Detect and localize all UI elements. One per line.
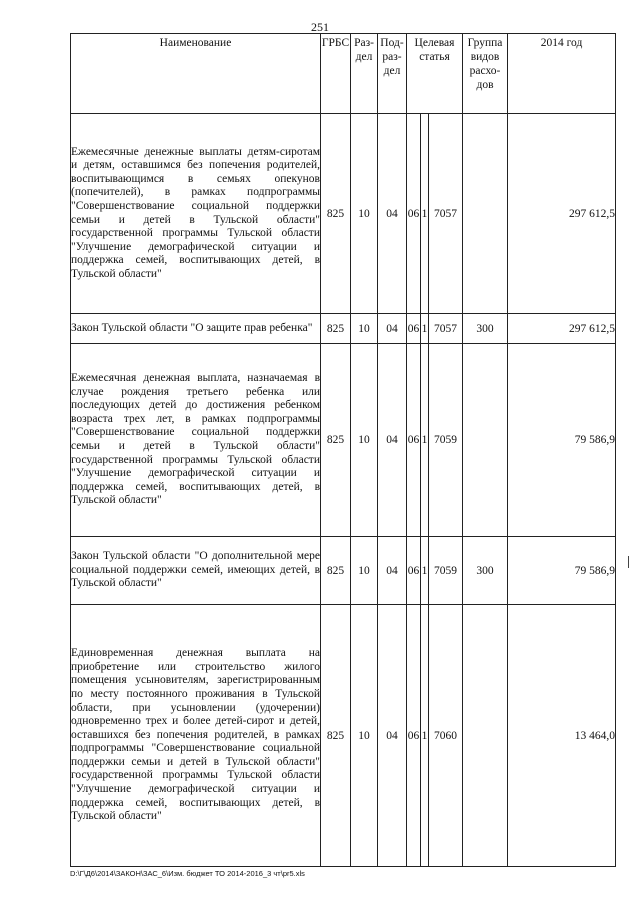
row-name: Ежемесячная денежная выплата, назначаемая в случае рождения третьего ребенка или последующих детей до достижения ребенком возраста трех лет, в рамках подпрограммы "Совершенствование социальной поддержки семьи и детей в Тульской области" государственной программы Тульской области "Улучшение демографической ситуации и поддержка семей, воспитывающих детей, в Тульской области" [71,344,321,537]
header-podrazdel: Под- раз- дел [378,34,407,114]
header-row [71,34,616,114]
row-target-subprogram: 1 [421,314,429,344]
row-expense-group: 300 [463,314,508,344]
page-number: 251 [311,20,329,34]
row-razdel: 10 [351,114,378,314]
table-row [71,344,616,537]
row-amount: 297 612,5 [508,314,616,344]
row-target-program: 06 [407,537,421,605]
row-target-program: 06 [407,114,421,314]
row-name: Закон Тульской области "О дополнительной мере социальной поддержки семей, имеющих детей, в Тульской области" [71,537,321,605]
table-row [71,314,616,344]
budget-table [70,33,616,867]
row-target-direction: 7059 [429,537,463,605]
row-target-direction: 7059 [429,344,463,537]
row-target-program: 06 [407,344,421,537]
table-row [71,537,616,605]
row-grbs: 825 [321,344,351,537]
row-podrazdel: 04 [378,114,407,314]
header-expense-group: Группа видов расхо- дов [463,34,508,114]
row-grbs: 825 [321,314,351,344]
row-grbs: 825 [321,605,351,867]
row-grbs: 825 [321,114,351,314]
row-amount: 13 464,0 [508,605,616,867]
row-target-direction: 7057 [429,314,463,344]
row-target-program: 06 [407,314,421,344]
scan-mark [628,556,629,568]
row-podrazdel: 04 [378,537,407,605]
row-amount: 79 586,9 [508,537,616,605]
table-row [71,605,616,867]
row-target-subprogram: 1 [421,537,429,605]
row-razdel: 10 [351,605,378,867]
row-razdel: 10 [351,537,378,605]
row-target-subprogram: 1 [421,114,429,314]
row-expense-group [463,344,508,537]
row-expense-group [463,114,508,314]
row-target-subprogram: 1 [421,605,429,867]
row-target-subprogram: 1 [421,344,429,537]
row-target-program: 06 [407,605,421,867]
header-name: Наименование [71,34,321,114]
row-grbs: 825 [321,537,351,605]
row-amount: 297 612,5 [508,114,616,314]
header-year-2014: 2014 год [508,34,616,114]
header-target-article: Целевая статья [407,34,463,114]
header-grbs: ГРБС [321,34,351,114]
table-row [71,114,616,314]
row-name: Закон Тульской области "О защите прав ребенка" [71,314,321,344]
row-podrazdel: 04 [378,344,407,537]
row-podrazdel: 04 [378,314,407,344]
footer-file-path: D:\Г\Д6\2014\ЗАКОН\ЗАС_6\Изм. бюджет ТО 2014-2016_3 чт\pr5.xls [70,869,305,878]
row-target-direction: 7060 [429,605,463,867]
header-razdel: Раз- дел [351,34,378,114]
row-expense-group [463,605,508,867]
row-razdel: 10 [351,344,378,537]
row-target-direction: 7057 [429,114,463,314]
row-expense-group: 300 [463,537,508,605]
row-name: Ежемесячные денежные выплаты детям-сиротам и детям, оставшимся без попечения родителей, воспитывающимся в семьях опекунов (попечителей), в рамках подпрограммы "Совершенствование социальной поддержки семьи и детей в Тульской области" государственной программы Тульской области "Улучшение демографической ситуации и поддержка семей, воспитывающих детей, в Тульской области" [71,114,321,314]
row-amount: 79 586,9 [508,344,616,537]
row-name: Единовременная денежная выплата на приобретение или строительство жилого помещения усыновителям, зарегистрированным по месту постоянного проживания в Тульской области, при усыновлении (удочерении) одновременно трех и более детей-сирот и детей, оставшихся без попечения родителей, в рамках подпрограммы "Совершенствование социальной поддержки семьи и детей в Тульской области" государственной программы Тульской области "Улучшение демографической ситуации и поддержка семей, воспитывающих детей, в Тульской области" [71,605,321,867]
row-podrazdel: 04 [378,605,407,867]
row-razdel: 10 [351,314,378,344]
